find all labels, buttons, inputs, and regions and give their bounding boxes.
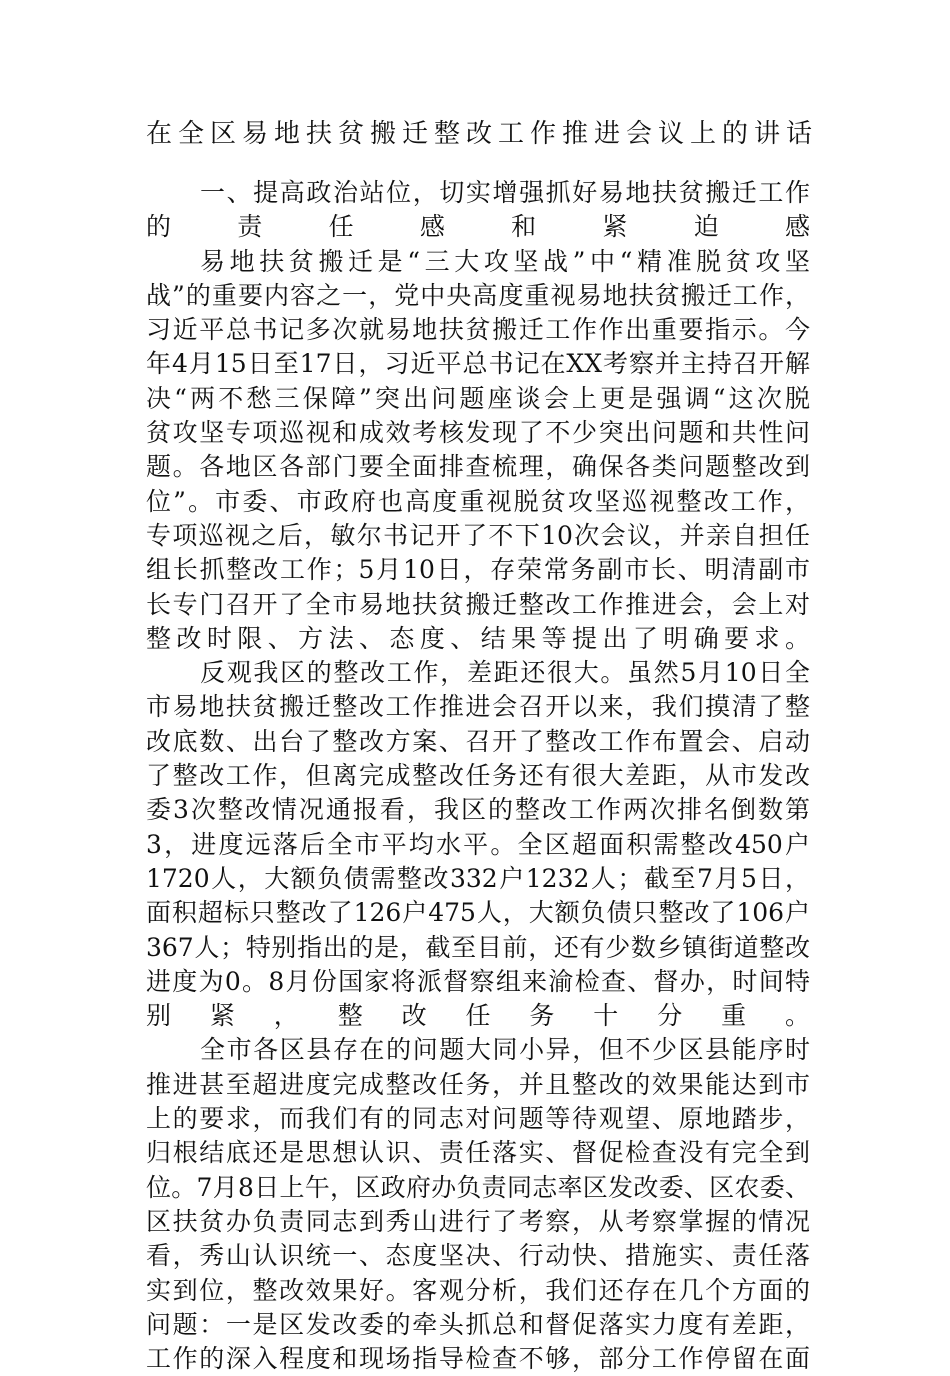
paragraph-line: 区扶贫办负责同志到秀山进行了考察，从考察掌握的情况 [146,1206,810,1236]
paragraph-line: 年4月15日至17日，习近平总书记在XX考察并主持召开解 [146,349,810,379]
paragraph-line: 问题：一是区发改委的牵头抓总和督促落实力度有差距， [146,1309,810,1339]
paragraph-line: 题。各地区各部门要全面排查梳理，确保各类问题整改到 [146,452,810,482]
paragraph-line: 易地扶贫搬迁是“三大攻坚战”中“精准脱贫攻坚 [200,246,810,276]
paragraph-line: 了整改工作，但离完成整改任务还有很大差距，从市发改 [146,761,810,791]
paragraph-line: 推进甚至超进度完成整改任务，并且整改的效果能达到市 [146,1069,810,1099]
paragraph-line: 改底数、出台了整改方案、召开了整改工作布置会、启动 [146,726,810,756]
paragraph-line: 归根结底还是思想认识、责任落实、督促检查没有完全到 [146,1138,810,1168]
heading-line-2: 的责任感和紧迫感 [146,212,810,242]
paragraph-line: 全市各区县存在的问题大同小异，但不少区县能序时 [200,1035,810,1065]
paragraph-line: 上的要求，而我们有的同志对问题等待观望、原地踏步， [146,1104,810,1134]
paragraph-line: 反观我区的整改工作，差距还很大。虽然5月10日全 [200,658,810,688]
paragraph-line: 习近平总书记多次就易地扶贫搬迁工作作出重要指示。今 [146,315,810,345]
paragraph-line: 看，秀山认识统一、态度坚决、行动快、措施实、责任落 [146,1241,810,1271]
paragraph-line: 367人；特别指出的是，截至目前，还有少数乡镇街道整改 [146,932,810,962]
paragraph-line: 组长抓整改工作；5月10日，存荣常务副市长、明清副市 [146,555,810,585]
paragraph-line: 进度为0。8月份国家将派督察组来渝检查、督办，时间特 [146,966,810,996]
paragraph-line: 长专门召开了全市易地扶贫搬迁整改工作推进会，会上对 [146,589,810,619]
paragraph-line: 3，进度远落后全市平均水平。全区超面积需整改450户 [146,829,810,859]
paragraph-line: 位”。市委、市政府也高度重视脱贫攻坚巡视整改工作， [146,486,810,516]
paragraph-line: 工作的深入程度和现场指导检查不够，部分工作停留在面 [146,1344,810,1374]
document-title: 在全区易地扶贫搬迁整改工作推进会议上的讲话 [146,119,819,149]
paragraph-line: 位。7月8日上午，区政府办负责同志率区发改委、区农委、 [146,1172,810,1202]
paragraph-line: 专项巡视之后，敏尔书记开了不下10次会议，并亲自担任 [146,520,810,550]
paragraph-line: 战”的重要内容之一，党中央高度重视易地扶贫搬迁工作， [146,280,810,310]
paragraph-line: 整改时限、方法、态度、结果等提出了明确要求。 [146,623,810,653]
paragraph-line: 决“两不愁三保障”突出问题座谈会上更是强调“这次脱 [146,383,810,413]
paragraph-line: 委3次整改情况通报看，我区的整改工作两次排名倒数第 [146,795,810,825]
paragraph-line: 面积超标只整改了126户475人，大额负债只整改了106户 [146,898,810,928]
document-body [146,176,810,1376]
paragraph-line: 贫攻坚专项巡视和成效考核发现了不少突出问题和共性问 [146,418,810,448]
heading-line-1: 一、提高政治站位，切实增强抓好易地扶贫搬迁工作 [200,178,810,207]
paragraph-line: 市易地扶贫搬迁整改工作推进会召开以来，我们摸清了整 [146,692,810,722]
paragraph-line: 1720人，大额负债需整改332户1232人；截至7月5日， [146,863,810,893]
paragraph-line: 实到位，整改效果好。客观分析，我们还存在几个方面的 [146,1275,810,1305]
paragraph-line: 别紧，整改任务十分重。 [146,1001,810,1031]
